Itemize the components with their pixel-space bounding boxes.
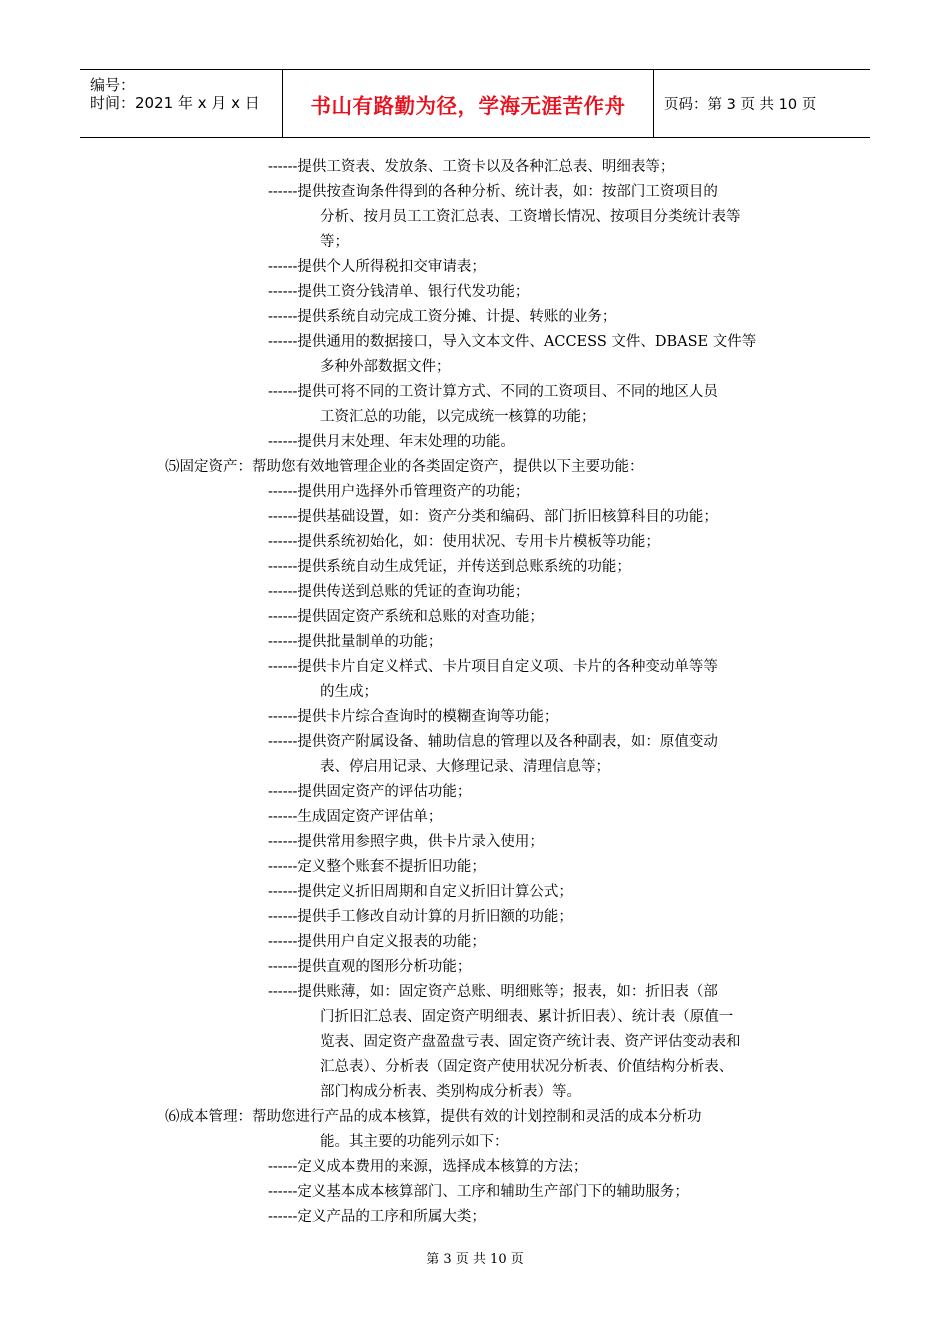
text-line: 多种外部数据文件； (320, 359, 451, 375)
text-line: ------定义产品的工序和所属大类； (268, 1209, 486, 1225)
text-line: ------提供月末处理、年末处理的功能。 (268, 434, 515, 450)
text-line: 能。其主要的功能列示如下： (320, 1134, 509, 1150)
text-line: ------提供传送到总账的凭证的查询功能； (268, 584, 530, 600)
text-line: ------提供固定资产系统和总账的对查功能； (268, 609, 544, 625)
text-line: ------提供卡片自定义样式、卡片项目自定义项、卡片的各种变动单等等 (268, 659, 718, 675)
text-line: 门折旧汇总表、固定资产明细表、累计折旧表）、统计表（原值一 (320, 1009, 734, 1025)
page-header (80, 69, 870, 138)
text-line: 工资汇总的功能，以完成统一核算的功能； (320, 409, 596, 425)
text-line: ------提供通用的数据接口，导入文本文件、ACCESS 文件、DBASE 文件等 (268, 334, 757, 350)
text-line: ------提供用户自定义报表的功能； (268, 934, 486, 950)
text-line: ------提供资产附属设备、辅助信息的管理以及各种副表，如：原值变动 (268, 734, 718, 750)
text-line: 表、停启用记录、大修理记录、清理信息等； (320, 759, 610, 775)
text-line: 汇总表）、分析表（固定资产使用状况分析表、价值结构分析表、 (320, 1059, 734, 1075)
text-line: ------提供系统初始化，如：使用状况、专用卡片模板等功能； (268, 534, 660, 550)
page-footer: 第 3 页 共 10 页 (426, 1252, 524, 1267)
text-line: 览表、固定资产盘盈盘亏表、固定资产统计表、资产评估变动表和 (320, 1034, 741, 1050)
document-date-label: 时间：2021 年 x 月 x 日 (90, 94, 260, 112)
text-line: ------提供定义折旧周期和自定义折旧计算公式； (268, 884, 573, 900)
section-heading: ⑹成本管理：帮助您进行产品的成本核算，提供有效的计划控制和灵活的成本分析功 (165, 1109, 702, 1125)
text-line: ------提供账薄，如：固定资产总账、明细账等；报表，如：折旧表（部 (268, 984, 718, 1000)
text-line: ------定义基本成本核算部门、工序和辅助生产部门下的辅助服务； (268, 1184, 689, 1200)
text-line: ------提供手工修改自动计算的月折旧额的功能； (268, 909, 573, 925)
text-line: ------提供常用参照字典，供卡片录入使用； (268, 834, 544, 850)
section-heading: ⑸固定资产：帮助您有效地管理企业的各类固定资产，提供以下主要功能： (165, 459, 644, 475)
text-line: ------提供系统自动生成凭证，并传送到总账系统的功能； (268, 559, 631, 575)
text-line: ------提供固定资产的评估功能； (268, 784, 472, 800)
document-code-label: 编号： (90, 76, 136, 94)
text-line: ------提供批量制单的功能； (268, 634, 443, 650)
text-line: ------提供卡片综合查询时的模糊查询等功能； (268, 709, 559, 725)
text-line: ------提供个人所得税扣交审请表； (268, 259, 486, 275)
text-line: ------提供工资表、发放条、工资卡以及各种汇总表、明细表等； (268, 159, 675, 175)
header-motto: 书山有路勤为径，学海无涯苦作舟 (283, 70, 654, 137)
text-line: ------提供按查询条件得到的各种分析、统计表，如：按部门工资项目的 (268, 184, 718, 200)
text-line: ------生成固定资产评估单； (268, 809, 443, 825)
text-line: ------定义成本费用的来源，选择成本核算的方法； (268, 1159, 588, 1175)
header-info-cell (80, 70, 283, 137)
text-line: 部门构成分析表、类别构成分析表）等。 (320, 1084, 581, 1100)
text-line: ------提供用户选择外币管理资产的功能； (268, 484, 530, 500)
text-line: 等； (320, 234, 349, 250)
text-line: ------提供直观的图形分析功能； (268, 959, 472, 975)
header-page-info: 页码：第 3 页 共 10 页 (664, 97, 817, 113)
text-line: ------提供系统自动完成工资分摊、计提、转账的业务； (268, 309, 617, 325)
text-line: ------提供工资分钱清单、银行代发功能； (268, 284, 530, 300)
text-line: ------提供基础设置，如：资产分类和编码、部门折旧核算科目的功能； (268, 509, 718, 525)
text-line: ------定义整个账套不提折旧功能； (268, 859, 486, 875)
text-line: 分析、按月员工工资汇总表、工资增长情况、按项目分类统计表等 (320, 209, 741, 225)
text-line: 的生成； (320, 684, 378, 700)
text-line: ------提供可将不同的工资计算方式、不同的工资项目、不同的地区人员 (268, 384, 718, 400)
